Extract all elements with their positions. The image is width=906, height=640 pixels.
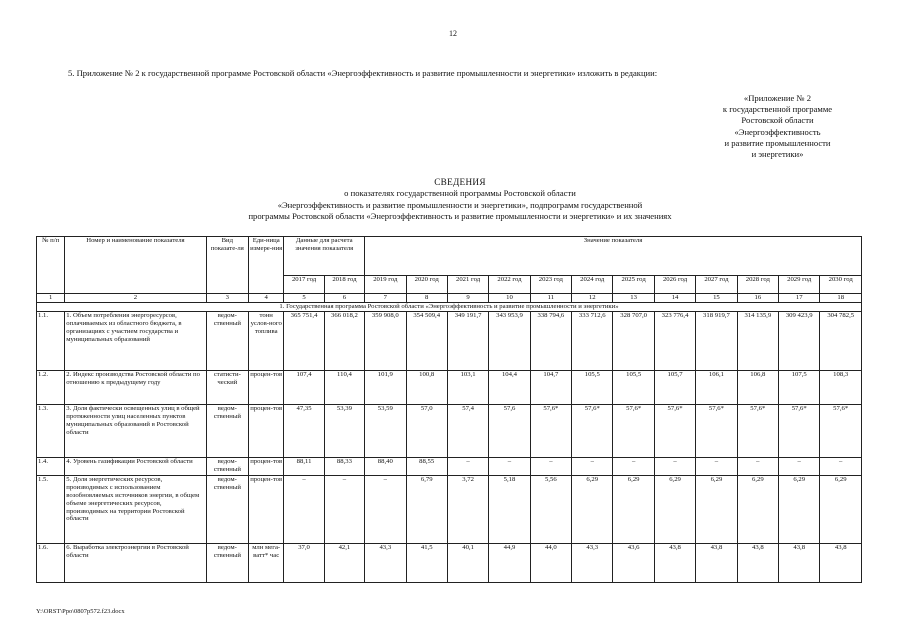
value-cell: 57,6* bbox=[696, 404, 737, 457]
row-number: 1.2. bbox=[37, 370, 65, 404]
table-row bbox=[37, 475, 862, 543]
year-header: 2021 год bbox=[447, 276, 488, 294]
indicator-name: 3. Доля фактически освещенных улиц в общей протяженности улиц населенных пунктов муниципальных образований в Ростовской области bbox=[65, 404, 206, 457]
year-header: 2025 год bbox=[613, 276, 654, 294]
value-cell: 108,3 bbox=[820, 370, 862, 404]
column-number: 6 bbox=[324, 294, 364, 303]
value-cell: 43,8 bbox=[737, 543, 778, 582]
indicator-unit: процен-тов bbox=[249, 370, 284, 404]
value-cell: 366 018,2 bbox=[324, 311, 364, 370]
value-cell: 88,40 bbox=[365, 457, 406, 475]
value-cell: 318 919,7 bbox=[696, 311, 737, 370]
column-number: 9 bbox=[447, 294, 488, 303]
indicator-unit: процен-тов bbox=[249, 475, 284, 543]
indicator-name: 2. Индекс производства Ростовской области по отношению к предыдущему году bbox=[65, 370, 206, 404]
indicator-kind: ведом-ственный bbox=[206, 475, 248, 543]
value-cell: 104,7 bbox=[530, 370, 571, 404]
column-numbers-row bbox=[37, 294, 862, 303]
value-cell: 6,29 bbox=[572, 475, 613, 543]
value-cell: 6,29 bbox=[820, 475, 862, 543]
value-cell: 6,29 bbox=[613, 475, 654, 543]
value-cell: – bbox=[284, 475, 324, 543]
value-cell: 106,1 bbox=[696, 370, 737, 404]
value-cell: 43,8 bbox=[696, 543, 737, 582]
row-number: 1.1. bbox=[37, 311, 65, 370]
column-number: 4 bbox=[249, 294, 284, 303]
year-header: 2018 год bbox=[324, 276, 364, 294]
column-number: 8 bbox=[406, 294, 447, 303]
value-cell: 314 135,9 bbox=[737, 311, 778, 370]
indicator-kind: ведом-ственный bbox=[206, 311, 248, 370]
indicator-kind: статисти-ческий bbox=[206, 370, 248, 404]
value-cell: 6,29 bbox=[779, 475, 820, 543]
table-row bbox=[37, 543, 862, 582]
year-header: 2024 год bbox=[572, 276, 613, 294]
header-base: Данные для расчета значения показателя bbox=[284, 237, 365, 276]
year-header: 2026 год bbox=[654, 276, 695, 294]
intro-paragraph: 5. Приложение № 2 к государственной программе Ростовской области «Энергоэффективность и развитие промышленности и энергетики» изложить в редакции: bbox=[68, 68, 658, 78]
value-cell: – bbox=[779, 457, 820, 475]
value-cell: 6,29 bbox=[737, 475, 778, 543]
value-cell: 110,4 bbox=[324, 370, 364, 404]
appendix-line: «Энергоэффективность bbox=[734, 126, 821, 137]
value-cell: 359 908,0 bbox=[365, 311, 406, 370]
indicator-name: 6. Выработка электроэнергии в Ростовской области bbox=[65, 543, 206, 582]
column-number: 15 bbox=[696, 294, 737, 303]
year-header: 2020 год bbox=[406, 276, 447, 294]
year-header: 2022 год bbox=[489, 276, 530, 294]
value-cell: 88,55 bbox=[406, 457, 447, 475]
indicator-name: 5. Доля энергетических ресурсов, производимых с использованием возобновляемых источников энергии, в общем объеме энергетических ресурсов, производимых на территории Ростовской области bbox=[65, 475, 206, 543]
value-cell: 365 751,4 bbox=[284, 311, 324, 370]
data-rows bbox=[37, 311, 862, 582]
column-number: 7 bbox=[365, 294, 406, 303]
subtitle-line: программы Ростовской области «Энергоэффективность и развитие промышленности и энергетики» и их значениях bbox=[248, 210, 672, 221]
row-number: 1.3. bbox=[37, 404, 65, 457]
table-row bbox=[37, 311, 862, 370]
program-row: 1. Государственная программа Ростовской области «Энергоэффективность и развитие промышленности и энергетики» bbox=[37, 302, 862, 311]
year-header: 2023 год bbox=[530, 276, 571, 294]
value-cell: 43,3 bbox=[572, 543, 613, 582]
value-cell: 44,0 bbox=[530, 543, 571, 582]
year-header: 2029 год bbox=[779, 276, 820, 294]
value-cell: – bbox=[365, 475, 406, 543]
value-cell: 44,9 bbox=[489, 543, 530, 582]
value-cell: 43,8 bbox=[654, 543, 695, 582]
value-cell: 43,8 bbox=[820, 543, 862, 582]
appendix-line: и энергетики» bbox=[751, 149, 804, 160]
page-number: 12 bbox=[449, 29, 457, 38]
value-cell: 6,79 bbox=[406, 475, 447, 543]
value-cell: 3,72 bbox=[447, 475, 488, 543]
row-number: 1.4. bbox=[37, 457, 65, 475]
indicator-kind: ведом-ственный bbox=[206, 404, 248, 457]
value-cell: 105,5 bbox=[613, 370, 654, 404]
value-cell: 105,7 bbox=[654, 370, 695, 404]
value-cell: 53,59 bbox=[365, 404, 406, 457]
value-cell: 354 509,4 bbox=[406, 311, 447, 370]
indicator-unit: млн мега-ватт* час bbox=[249, 543, 284, 582]
appendix-line: и развитие промышленности bbox=[724, 137, 831, 148]
value-cell: 309 423,9 bbox=[779, 311, 820, 370]
value-cell: 104,4 bbox=[489, 370, 530, 404]
header-name: Номер и наименование показателя bbox=[65, 237, 206, 294]
column-number: 2 bbox=[65, 294, 206, 303]
value-cell: 107,4 bbox=[284, 370, 324, 404]
value-cell: 106,8 bbox=[737, 370, 778, 404]
column-number: 3 bbox=[206, 294, 248, 303]
value-cell: 57,6* bbox=[820, 404, 862, 457]
column-number: 11 bbox=[530, 294, 571, 303]
value-cell: 328 707,0 bbox=[613, 311, 654, 370]
indicator-kind: ведом-ственный bbox=[206, 543, 248, 582]
appendix-line: к государственной программе bbox=[722, 104, 833, 115]
value-cell: 5,56 bbox=[530, 475, 571, 543]
value-cell: 57,6* bbox=[530, 404, 571, 457]
value-cell: – bbox=[447, 457, 488, 475]
value-cell: 57,4 bbox=[447, 404, 488, 457]
year-header: 2027 год bbox=[696, 276, 737, 294]
indicator-name: 1. Объем потребления энергоресурсов, оплачиваемых из областного бюджета, в организациях с участием государства и муниципальных образований bbox=[65, 311, 206, 370]
value-cell: 88,11 bbox=[284, 457, 324, 475]
column-number: 13 bbox=[613, 294, 654, 303]
document-title: СВЕДЕНИЯ bbox=[434, 177, 486, 187]
value-cell: 101,9 bbox=[365, 370, 406, 404]
value-cell: 6,29 bbox=[696, 475, 737, 543]
indicator-kind: ведом-ственный bbox=[206, 457, 248, 475]
table-row bbox=[37, 404, 862, 457]
value-cell: 6,29 bbox=[654, 475, 695, 543]
value-cell: 40,1 bbox=[447, 543, 488, 582]
value-cell: 88,33 bbox=[324, 457, 364, 475]
indicator-unit: тонн услов-ного топлива bbox=[249, 311, 284, 370]
year-header: 2030 год bbox=[820, 276, 862, 294]
file-path: Y:\ORST\Ppo\0807p572.f23.docx bbox=[36, 608, 125, 615]
value-cell: – bbox=[324, 475, 364, 543]
document-title-block bbox=[180, 177, 740, 222]
value-cell: 57,6 bbox=[489, 404, 530, 457]
indicator-unit: процен-тов bbox=[249, 404, 284, 457]
value-cell: 343 953,9 bbox=[489, 311, 530, 370]
value-cell: – bbox=[654, 457, 695, 475]
value-cell: 57,6* bbox=[613, 404, 654, 457]
table-row bbox=[37, 370, 862, 404]
header-values: Значение показателя bbox=[365, 237, 862, 276]
column-number: 16 bbox=[737, 294, 778, 303]
column-number: 18 bbox=[820, 294, 862, 303]
value-cell: 57,6* bbox=[737, 404, 778, 457]
value-cell: 42,1 bbox=[324, 543, 364, 582]
value-cell: 107,5 bbox=[779, 370, 820, 404]
column-number: 14 bbox=[654, 294, 695, 303]
value-cell: 57,6* bbox=[572, 404, 613, 457]
value-cell: 41,5 bbox=[406, 543, 447, 582]
value-cell: – bbox=[613, 457, 654, 475]
value-cell: – bbox=[820, 457, 862, 475]
column-number: 12 bbox=[572, 294, 613, 303]
header-num: № п/п bbox=[37, 237, 65, 294]
indicator-name: 4. Уровень газификации Ростовской области bbox=[65, 457, 206, 475]
column-number: 17 bbox=[779, 294, 820, 303]
value-cell: 323 776,4 bbox=[654, 311, 695, 370]
column-number: 1 bbox=[37, 294, 65, 303]
appendix-heading bbox=[690, 93, 865, 160]
value-cell: 103,1 bbox=[447, 370, 488, 404]
value-cell: 304 782,5 bbox=[820, 311, 862, 370]
value-cell: – bbox=[489, 457, 530, 475]
value-cell: 338 794,6 bbox=[530, 311, 571, 370]
indicators-table bbox=[36, 236, 862, 583]
value-cell: 43,3 bbox=[365, 543, 406, 582]
column-number: 5 bbox=[284, 294, 324, 303]
value-cell: 57,6* bbox=[654, 404, 695, 457]
row-number: 1.5. bbox=[37, 475, 65, 543]
value-cell: 57,6* bbox=[779, 404, 820, 457]
header-unit: Еди-ница измере-ния bbox=[249, 237, 284, 294]
subtitle-line: «Энергоэффективность и развитие промышленности и энергетики», подпрограмм государственной bbox=[277, 199, 643, 210]
value-cell: 333 712,6 bbox=[572, 311, 613, 370]
value-cell: – bbox=[737, 457, 778, 475]
value-cell: 53,39 bbox=[324, 404, 364, 457]
indicator-unit: процен-тов bbox=[249, 457, 284, 475]
row-number: 1.6. bbox=[37, 543, 65, 582]
value-cell: 37,0 bbox=[284, 543, 324, 582]
column-number: 10 bbox=[489, 294, 530, 303]
value-cell: 105,5 bbox=[572, 370, 613, 404]
value-cell: 43,8 bbox=[779, 543, 820, 582]
value-cell: 57,0 bbox=[406, 404, 447, 457]
value-cell: – bbox=[696, 457, 737, 475]
value-cell: – bbox=[530, 457, 571, 475]
header-kind: Вид показате-ля bbox=[206, 237, 248, 294]
appendix-line: Ростовской области bbox=[741, 115, 814, 126]
appendix-line: «Приложение № 2 bbox=[743, 93, 812, 103]
table-row bbox=[37, 457, 862, 475]
year-header: 2019 год bbox=[365, 276, 406, 294]
year-header: 2028 год bbox=[737, 276, 778, 294]
value-cell: 5,18 bbox=[489, 475, 530, 543]
value-cell: – bbox=[572, 457, 613, 475]
value-cell: 47,35 bbox=[284, 404, 324, 457]
value-cell: 349 191,7 bbox=[447, 311, 488, 370]
value-cell: 43,6 bbox=[613, 543, 654, 582]
value-cell: 100,8 bbox=[406, 370, 447, 404]
year-header: 2017 год bbox=[284, 276, 324, 294]
subtitle-line: о показателях государственной программы Ростовской области bbox=[344, 188, 576, 199]
